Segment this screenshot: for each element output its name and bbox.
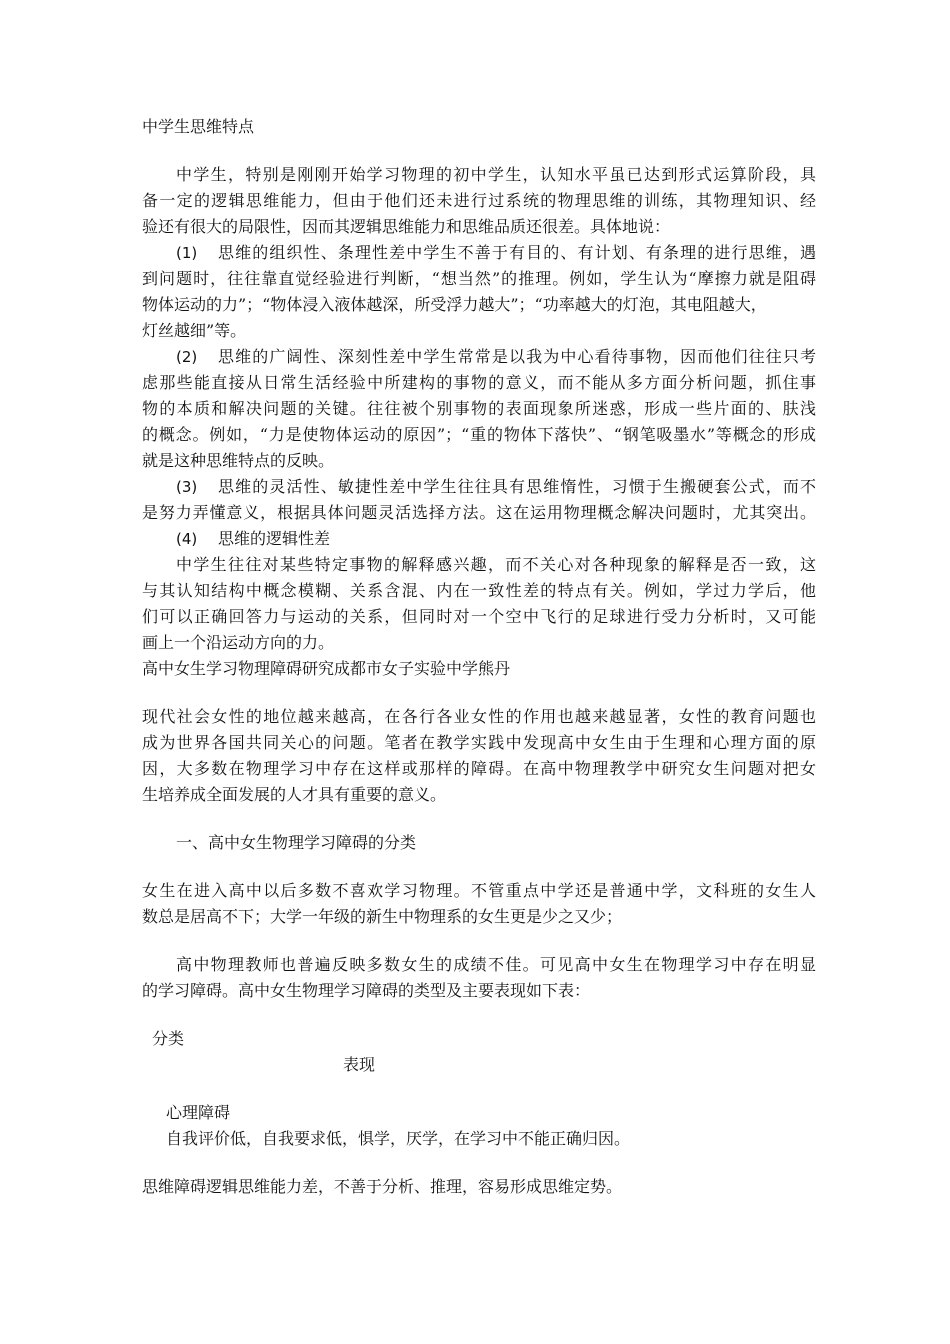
item4-body-line: 们可以正确回答力与运动的关系，但同时对一个空中飞行的足球进行受力分析时，又可能 [142,607,816,626]
paragraph-line: 生培养成全面发展的人才具有重要的意义。 [142,785,447,804]
list-item-line: 思维的逻辑性差 [218,529,331,548]
list-item-line: 是努力弄懂意义，根据具体问题灵活选择方法。这在运用物理概念解决问题时，尤其突出。 [142,503,816,522]
list-item-line: 思维的灵活性、敏捷性差中学生往往具有思维惰性，习惯于生搬硬套公式，而不 [218,477,816,496]
paragraph-line: 女生在进入高中以后多数不喜欢学习物理。不管重点中学还是普通中学，文科班的女生人 [142,881,816,900]
paragraph-line: 的学习障碍。高中女生物理学习障碍的类型及主要表现如下表： [142,981,591,1000]
item4-body-line: 中学生往往对某些特定事物的解释感兴趣，而不关心对各种现象的解释是否一致，这 [176,555,816,574]
list-item-line: 思维的广阔性、深刻性差中学生常常是以我为中心看待事物，因而他们往往只考 [218,347,816,366]
list-item-line: 灯丝越细”等。 [142,321,247,340]
paragraph-line: 数总是居高不下；大学一年级的新生中物理系的女生更是少之又少； [142,907,623,926]
table-header-performance: 表现 [343,1055,376,1074]
item4-body-line: 画上一个沿运动方向的力。 [142,633,335,652]
intro-line: 验还有很大的局限性，因而其逻辑思维能力和思维品质还很差。具体地说： [142,217,671,236]
list-item-line: 思维的组织性、条理性差中学生不善于有目的、有计划、有条理的进行思维，遇 [218,243,816,262]
list-item-line: 虑那些能直接从日常生活经验中所建构的事物的意义，而不能从多方面分析问题，抓住事 [142,373,816,392]
list-item-line: 到问题时，往往靠直觉经验进行判断，“想当然”的推理。例如，学生认为“摩擦力就是阻碍 [142,269,816,288]
list-item-line: 物的本质和解决问题的关键。往往被个别事物的表面现象所迷惑，形成一些片面的、肤浅 [142,399,816,418]
paragraph-line: 现代社会女性的地位越来越高，在各行各业女性的作用也越来越显著，女性的教育问题也 [142,707,816,726]
item4-body-line: 与其认知结构中概念模糊、关系含混、内在一致性差的特点有关。例如，学过力学后，他 [142,581,816,600]
list-item-line: 就是这种思维特点的反映。 [142,451,335,470]
list-number: (4) [176,530,198,548]
table-row-text: 思维障碍逻辑思维能力差，不善于分析、推理，容易形成思维定势。 [142,1177,623,1196]
table-header-category: 分类 [152,1029,185,1048]
list-number: (3) [176,478,198,496]
intro-line: 中学生，特别是刚刚开始学习物理的初中学生，认知水平虽已达到形式运算阶段，具 [176,165,816,184]
list-item-line: 的概念。例如，“力是使物体运动的原因”；“重的物体下落快”、“钢笔吸墨水”等概念的形成 [142,425,816,444]
table-cell-performance: 自我评价低，自我要求低，惧学，厌学，在学习中不能正确归因。 [166,1129,631,1148]
paragraph-line: 因，大多数在物理学习中存在这样或那样的障碍。在高中物理教学中研究女生问题对把女 [142,759,816,778]
list-number: (1) [176,244,198,262]
section-heading: 一、高中女生物理学习障碍的分类 [176,833,417,852]
list-number: (2) [176,348,198,366]
article-title: 高中女生学习物理障碍研究成都市女子实验中学熊丹 [142,659,511,678]
intro-line: 备一定的逻辑思维能力，但由于他们还未进行过系统的物理思维的训练，其物理知识、经 [142,191,816,210]
paragraph-line: 高中物理教师也普遍反映多数女生的成绩不佳。可见高中女生在物理学习中存在明显 [176,955,816,974]
table-cell-category: 心理障碍 [166,1103,231,1122]
section-title: 中学生思维特点 [142,117,255,136]
paragraph-line: 成为世界各国共同关心的问题。笔者在教学实践中发现高中女生由于生理和心理方面的原 [142,733,816,752]
list-item-line: 物体运动的力”；“物体浸入液体越深，所受浮力越大”；“功率越大的灯泡，其电阻越大， [142,295,767,314]
